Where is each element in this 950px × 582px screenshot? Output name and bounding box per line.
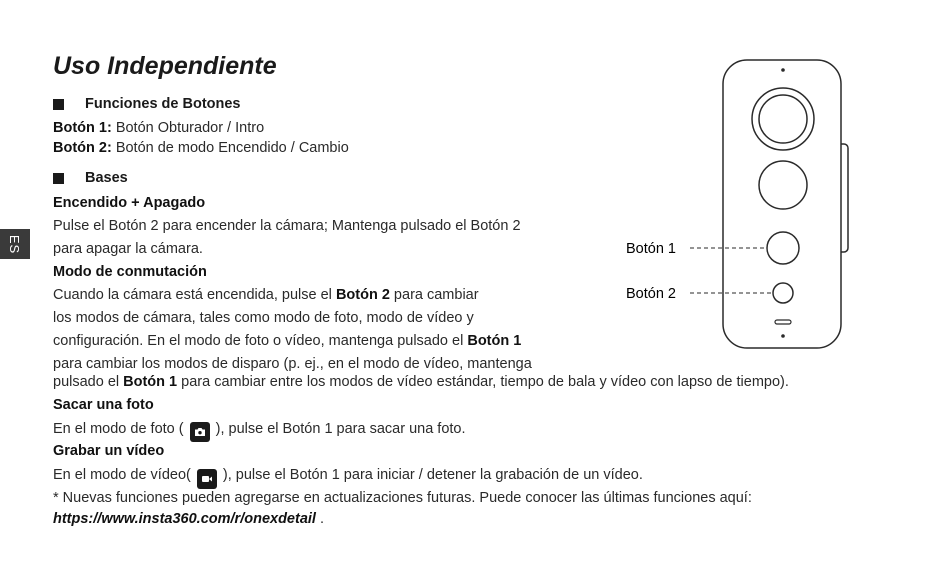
modo-line-3-text: configuración. En el modo de foto o vídeo, mantenga pulsado el <box>53 333 468 349</box>
subheading-foto: Sacar una foto <box>53 397 154 413</box>
camera-lens-inner <box>759 95 807 143</box>
modo-line-5 <box>53 374 789 390</box>
video-instruction-text: En el modo de vídeo( <box>53 467 195 483</box>
button-2-description <box>53 140 349 156</box>
page-title: Uso Independiente <box>53 52 277 80</box>
camera-top-dot <box>781 68 785 72</box>
camera-screen-circle <box>759 161 807 209</box>
note-link-line <box>53 511 324 527</box>
foto-instruction <box>53 421 466 442</box>
camera-diagram <box>620 52 855 357</box>
video-camera-icon <box>197 469 217 489</box>
video-instruction <box>53 467 643 489</box>
button-1-description <box>53 120 264 136</box>
section-heading-text: Funciones de Botones <box>85 96 241 112</box>
modo-button-1-ref: Botón 1 <box>467 333 522 349</box>
foto-instruction-tail: ), pulse el Botón 1 para sacar una foto. <box>211 421 466 437</box>
camera-bottom-dot <box>781 334 785 338</box>
section-heading-bases <box>53 168 128 188</box>
video-instruction-tail: ), pulse el Botón 1 para iniciar / detener la grabación de un vídeo. <box>218 467 643 483</box>
language-tab <box>0 229 30 259</box>
encendido-line-1: Pulse el Botón 2 para encender la cámara; Mantenga pulsado el Botón 2 <box>53 218 521 234</box>
camera-button-2 <box>773 283 793 303</box>
diagram-label-button-2: Botón 2 <box>626 286 676 302</box>
subheading-encendido: Encendido + Apagado <box>53 195 206 211</box>
language-code: ES <box>7 234 23 254</box>
modo-line-1-text: Cuando la cámara está encendida, pulse el <box>53 287 336 303</box>
button-2-label: Botón 2: <box>53 140 112 156</box>
encendido-line-2: para apagar la cámara. <box>53 241 203 257</box>
product-link[interactable]: https://www.insta360.com/r/onexdetail <box>53 511 316 527</box>
modo-button-2-ref: Botón 2 <box>335 287 390 303</box>
modo-line-3 <box>53 333 521 349</box>
modo-line-1-tail: para cambiar <box>389 287 479 303</box>
camera-lens-outer <box>752 88 814 150</box>
camera-button-1 <box>767 232 799 264</box>
camera-side-edge <box>841 144 848 252</box>
note-tail: . <box>315 511 325 527</box>
subheading-video: Grabar un vídeo <box>53 443 165 459</box>
bullet-square-icon <box>53 99 64 110</box>
diagram-label-button-1: Botón 1 <box>626 241 676 257</box>
camera-icon <box>190 422 210 442</box>
foto-instruction-text: En el modo de foto ( <box>53 421 188 437</box>
bullet-square-icon <box>53 173 64 184</box>
modo-line-4: para cambiar los modos de disparo (p. ej., en el modo de vídeo, mantenga <box>53 356 532 372</box>
button-2-text: Botón de modo Encendido / Cambio <box>111 140 349 156</box>
section-heading-text: Bases <box>85 170 128 186</box>
modo-line-5-tail: para cambiar entre los modos de vídeo estándar, tiempo de bala y vídeo con lapso de tiempo). <box>177 374 789 390</box>
section-heading-botones <box>53 94 241 114</box>
camera-body-outline <box>723 60 841 348</box>
button-1-text: Botón Obturador / Intro <box>111 120 265 136</box>
note-text: * Nuevas funciones pueden agregarse en actualizaciones futuras. Puede conocer las últimas funciones aquí: <box>53 490 752 506</box>
subheading-modo: Modo de conmutación <box>53 264 207 280</box>
modo-line-5-text: pulsado el <box>53 374 124 390</box>
modo-line-2: los modos de cámara, tales como modo de foto, modo de vídeo y <box>53 310 474 326</box>
modo-line-1 <box>53 287 479 303</box>
camera-indicator-slot <box>775 320 791 324</box>
modo-button-1-ref: Botón 1 <box>123 374 178 390</box>
button-1-label: Botón 1: <box>53 120 112 136</box>
